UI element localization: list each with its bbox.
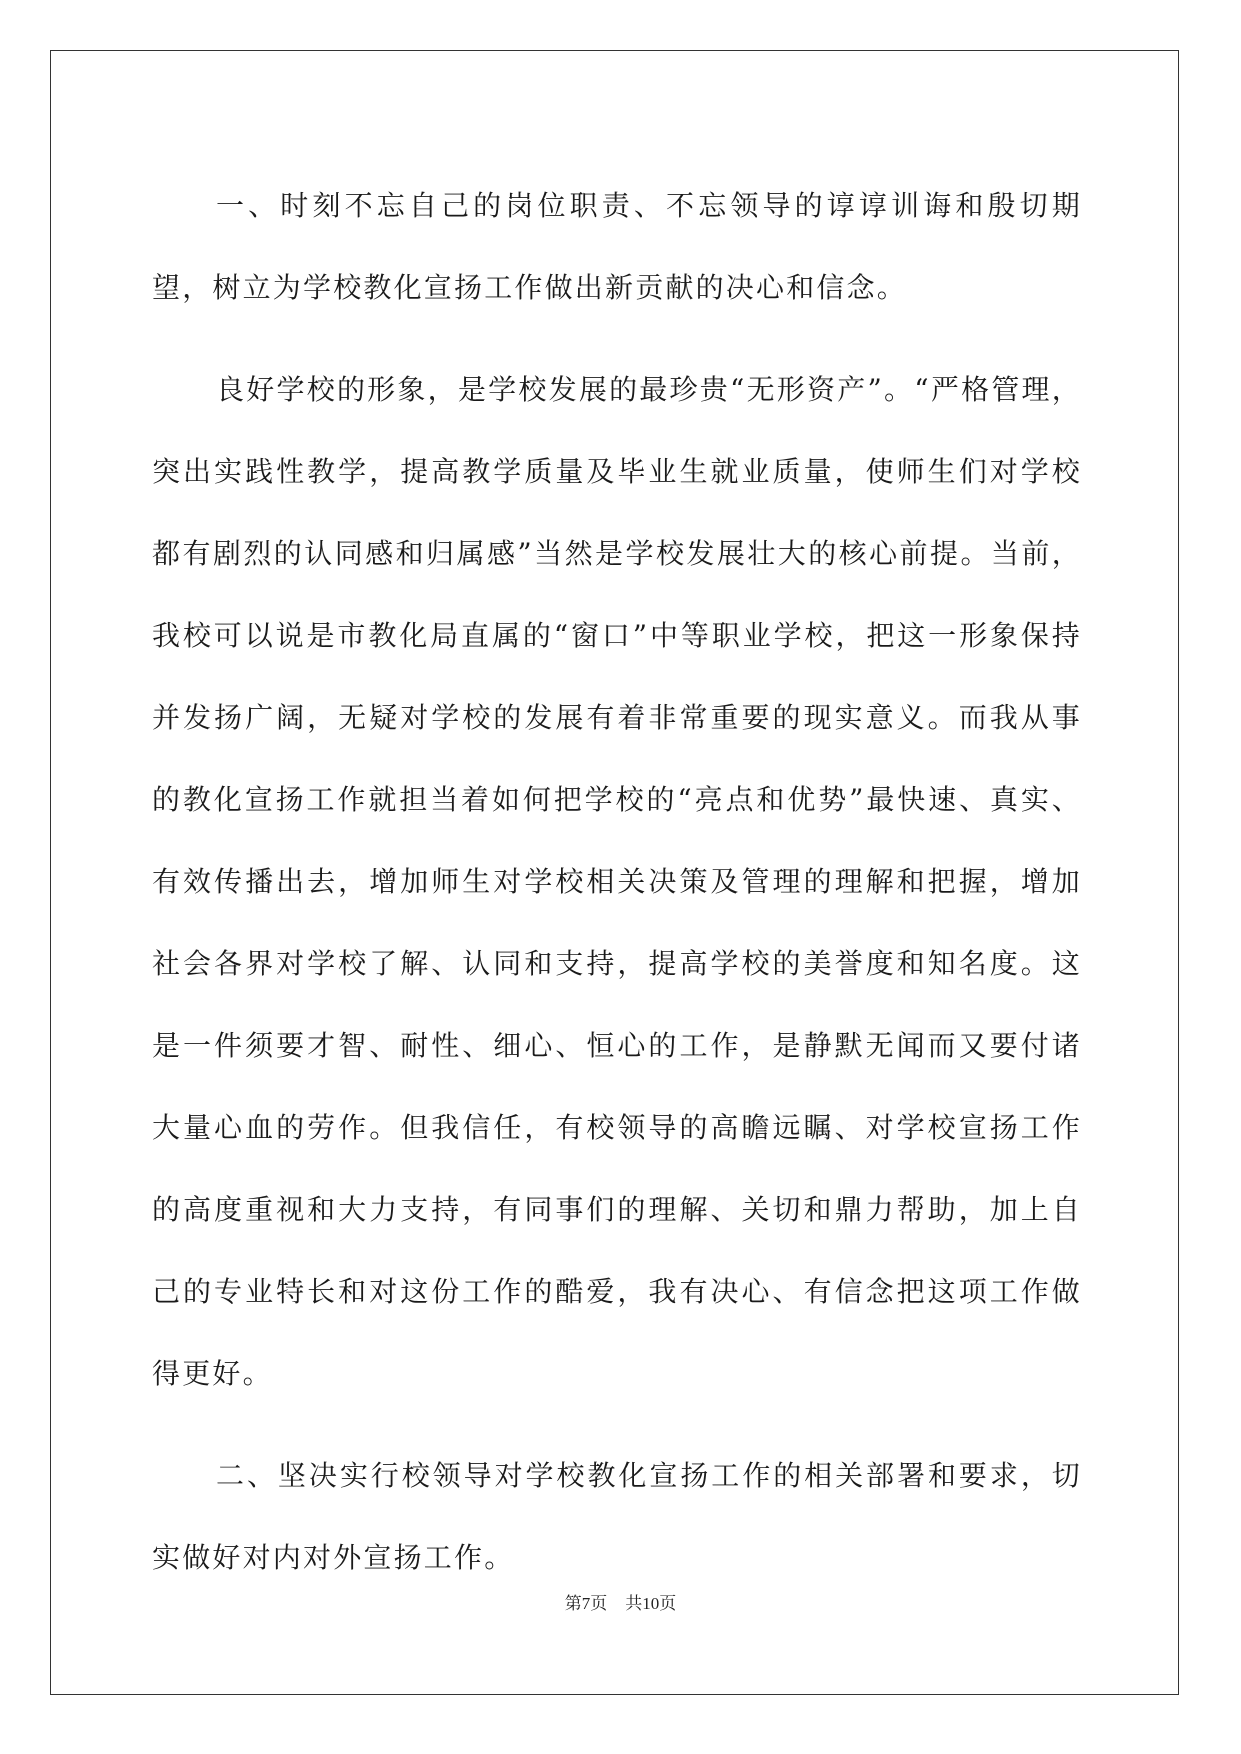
document-body [152,165,1082,1619]
paragraph-1: 一、时刻不忘自己的岗位职责、不忘领导的谆谆训诲和殷切期望，树立为学校教化宣扬工作做出新贡献的决心和信念。 [152,189,1082,304]
page-number-current: 第7页 [564,1594,608,1613]
page-footer [0,1589,1241,1614]
paragraph-2: 良好学校的形象，是学校发展的最珍贵“无形资产”。“严格管理，突出实践性教学，提高教学质量及毕业生就业质量，使师生们对学校都有剧烈的认同感和归属感”当然是学校发展壮大的核心前提。当前，我校可以说是市教化局直属的“窗口”中等职业学校，把这一形象保持并发扬广阔，无疑对学校的发展有着非常重要的现实意义。而我从事的教化宣扬工作就担当着如何把学校的“亮点和优势”最快速、真实、有效传播出去，增加师生对学校相关决策及管理的理解和把握，增加社会各界对学校了解、认同和支持，提高学校的美誉度和知名度。这是一件须要才智、耐性、细心、恒心的工作，是静默无闻而又要付诸大量心血的劳作。但我信任，有校领导的高瞻远瞩、对学校宣扬工作的高度重视和大力支持，有同事们的理解、关切和鼎力帮助，加上自己的专业特长和对这份工作的酷爱，我有决心、有信念把这项工作做得更好。 [152,373,1082,1390]
page-number-total: 共10页 [625,1594,677,1613]
paragraph-3: 二、坚决实行校领导对学校教化宣扬工作的相关部署和要求，切实做好对内对外宣扬工作。 [152,1459,1082,1574]
